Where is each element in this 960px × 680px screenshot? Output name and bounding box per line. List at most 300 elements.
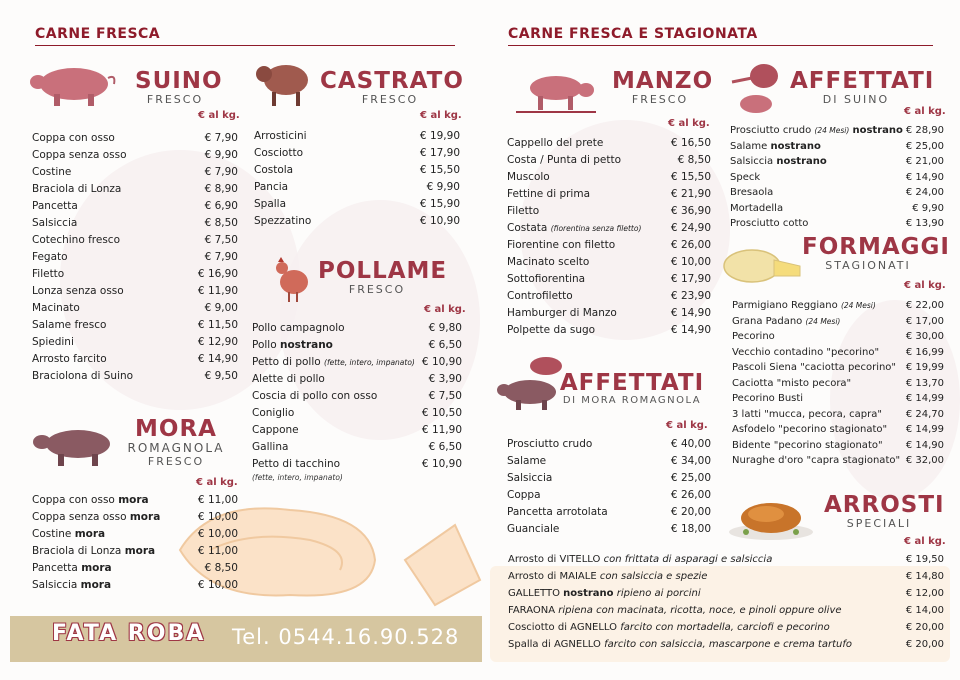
category-subtitle-2: FRESCO xyxy=(147,455,205,469)
item-price: € 14,90 xyxy=(670,307,711,319)
item-name xyxy=(732,298,876,314)
item-price: € 11,90 xyxy=(421,424,462,436)
category-subtitle: DI SUINO xyxy=(822,93,890,106)
menu-item xyxy=(252,371,462,388)
item-label: Coppa senza osso xyxy=(32,511,127,523)
menu-item xyxy=(252,337,462,354)
item-name xyxy=(32,351,107,368)
price-list-mora xyxy=(32,492,238,594)
menu-item xyxy=(732,376,944,392)
item-label: Prosciutto crudo xyxy=(730,125,812,136)
item-label: Prosciutto crudo xyxy=(507,438,593,450)
item-name xyxy=(254,162,293,179)
item-name xyxy=(730,139,821,155)
item-price: € 14,99 xyxy=(905,424,944,435)
item-price: € 19,50 xyxy=(905,554,944,565)
item-price: € 7,90 xyxy=(204,132,238,144)
item-price: € 25,00 xyxy=(905,140,944,152)
price-list-formaggi xyxy=(732,298,944,469)
item-label: Spezzatino xyxy=(254,215,312,227)
item-label: Braciola di Lonza xyxy=(32,183,122,195)
item-highlight: mora xyxy=(74,528,106,540)
item-name xyxy=(507,470,552,487)
item-price: € 9,90 xyxy=(426,181,460,193)
item-price: € 16,50 xyxy=(670,137,711,149)
item-price: € 14,00 xyxy=(905,605,944,616)
pig-icon xyxy=(26,60,118,110)
menu-item xyxy=(732,422,944,438)
menu-item xyxy=(254,162,460,179)
roast-chicken-icon xyxy=(726,492,816,542)
category-title: MORA xyxy=(135,416,217,442)
item-price: € 6,50 xyxy=(428,339,462,351)
item-price: € 10,00 xyxy=(670,256,711,268)
item-name xyxy=(252,337,333,354)
price-unit-label: € al kg. xyxy=(196,477,238,488)
menu-item xyxy=(507,521,711,538)
category-castrato xyxy=(320,68,464,106)
item-name xyxy=(507,288,573,305)
item-note: (fiorentina senza filetto) xyxy=(550,224,642,233)
item-label: Filetto xyxy=(507,205,540,217)
item-price: € 13,70 xyxy=(905,377,944,389)
item-label: Braciolona di Suino xyxy=(32,370,134,382)
price-list-affettati-suino xyxy=(730,123,944,232)
item-price: € 36,90 xyxy=(670,205,711,217)
item-price: € 10,00 xyxy=(197,579,238,591)
menu-item xyxy=(32,492,238,509)
menu-item xyxy=(508,585,944,602)
item-label: Polpette da sugo xyxy=(507,324,596,336)
category-mora xyxy=(122,418,230,469)
item-label: Sottofiorentina xyxy=(507,273,586,285)
category-title: SUINO xyxy=(135,68,223,94)
menu-item xyxy=(730,201,944,217)
item-name xyxy=(32,543,155,560)
item-label: Salsiccia xyxy=(730,156,774,167)
category-title: FORMAGGI xyxy=(802,234,950,260)
menu-item xyxy=(32,283,238,300)
menu-item xyxy=(254,179,460,196)
menu-item xyxy=(507,305,711,322)
item-note: farcito con salsiccia, mascarpone e crema tartufo xyxy=(604,639,852,650)
item-label: Costata xyxy=(507,222,548,234)
item-note: ripiena con macinata, ricotta, noce, e pinoli oppure olive xyxy=(558,605,842,616)
menu-item xyxy=(254,128,460,145)
item-price: € 19,90 xyxy=(419,130,460,142)
menu-item xyxy=(507,203,711,220)
item-name xyxy=(508,585,701,602)
item-price: € 11,50 xyxy=(197,319,238,331)
black-pig-icon xyxy=(28,424,120,468)
item-name xyxy=(732,376,851,392)
menu-item xyxy=(508,619,944,636)
item-label: Muscolo xyxy=(507,171,550,183)
menu-item xyxy=(508,636,944,653)
item-price: € 19,99 xyxy=(905,362,944,373)
item-price: € 11,00 xyxy=(197,494,238,506)
item-name xyxy=(508,636,852,653)
item-name xyxy=(507,436,592,453)
sheep-icon xyxy=(254,58,310,110)
price-list-manzo xyxy=(507,135,711,339)
item-label: Pancetta arrotolata xyxy=(507,506,608,518)
item-name xyxy=(507,220,641,237)
menu-item xyxy=(254,196,460,213)
item-label: Speck xyxy=(730,171,761,183)
item-label: Pollo xyxy=(252,339,277,351)
cow-icon xyxy=(516,68,596,118)
item-label: Petto di tacchino xyxy=(252,458,341,470)
category-pollame xyxy=(318,258,448,296)
menu-item xyxy=(32,198,238,215)
item-highlight: nostrano xyxy=(563,588,614,599)
item-price: € 17,90 xyxy=(670,273,711,285)
item-label: Costine xyxy=(32,166,72,178)
price-list-suino xyxy=(32,130,238,385)
item-label: Prosciutto cotto xyxy=(730,218,809,229)
item-price: € 25,00 xyxy=(670,472,711,484)
item-highlight: nostrano xyxy=(776,156,827,167)
item-label: Spalla di AGNELLO xyxy=(508,639,601,650)
item-label: Asfodelo "pecorino stagionato" xyxy=(732,424,888,435)
item-label: Salame fresco xyxy=(32,319,107,331)
item-price: € 10,50 xyxy=(421,407,462,419)
item-label: Coppa senza osso xyxy=(32,149,127,161)
item-price: € 15,50 xyxy=(419,164,460,176)
item-label: Pecorino Busti xyxy=(732,393,804,404)
category-title: MANZO xyxy=(612,68,714,94)
category-subtitle: FRESCO xyxy=(361,93,419,106)
category-subtitle: DI MORA ROMAGNOLA xyxy=(562,395,702,406)
item-note: (fette, intero, impanato) xyxy=(324,358,415,367)
item-price: € 11,00 xyxy=(197,545,238,557)
category-affettati-suino xyxy=(790,68,935,106)
category-subtitle: STAGIONATI xyxy=(825,259,911,272)
item-price: € 8,50 xyxy=(677,154,711,166)
item-price: € 6,50 xyxy=(428,441,462,453)
menu-item xyxy=(732,329,944,345)
item-label: Arrosto di MAIALE xyxy=(508,571,597,582)
item-price: € 28,90 xyxy=(905,125,944,136)
item-price: € 21,90 xyxy=(670,188,711,200)
item-name xyxy=(254,213,311,230)
item-price: € 22,00 xyxy=(905,300,944,311)
price-unit-label: € al kg. xyxy=(668,118,710,129)
menu-item xyxy=(32,300,238,317)
item-price: € 23,90 xyxy=(670,290,711,302)
item-name xyxy=(730,154,827,170)
item-price: € 24,90 xyxy=(670,222,711,234)
item-price: € 3,90 xyxy=(428,373,462,385)
item-highlight: mora xyxy=(81,562,112,574)
price-unit-label: € al kg. xyxy=(904,280,946,291)
brand-logo: FATA ROBA xyxy=(52,621,206,646)
item-name xyxy=(732,453,900,469)
item-price: € 17,00 xyxy=(905,315,944,327)
item-label: Coppa con osso xyxy=(32,132,115,144)
item-name xyxy=(507,487,541,504)
menu-item xyxy=(252,439,462,456)
item-price: € 15,50 xyxy=(670,171,711,183)
item-price: € 14,99 xyxy=(905,393,944,404)
item-name xyxy=(32,334,74,351)
item-name xyxy=(252,422,299,439)
menu-item xyxy=(32,368,238,385)
item-note: (24 Mesi) xyxy=(840,301,876,310)
item-note: con frittata di asparagi e salsiccia xyxy=(603,554,773,565)
item-note: (24 Mesi) xyxy=(805,316,841,326)
item-price: € 14,80 xyxy=(905,571,944,582)
item-label: Coniglio xyxy=(252,407,295,419)
price-unit-label: € al kg. xyxy=(904,536,946,547)
item-price: € 10,00 xyxy=(197,528,238,540)
menu-item xyxy=(252,320,462,337)
item-price: € 7,90 xyxy=(204,251,238,263)
menu-item xyxy=(507,470,711,487)
item-name xyxy=(507,237,615,254)
item-name xyxy=(507,135,603,152)
item-price: € 14,90 xyxy=(905,439,944,451)
menu-item xyxy=(32,560,238,577)
item-name xyxy=(730,216,808,232)
item-label: Braciola di Lonza xyxy=(32,545,122,557)
menu-item xyxy=(732,360,944,376)
item-name xyxy=(732,422,887,438)
item-label: Hamburger di Manzo xyxy=(507,307,617,319)
price-list-arrosti xyxy=(508,551,944,653)
item-price: € 6,90 xyxy=(204,200,238,212)
menu-item xyxy=(32,317,238,334)
item-price: € 18,00 xyxy=(670,523,711,535)
item-name xyxy=(507,521,559,538)
item-label: Salame xyxy=(507,455,547,467)
category-subtitle: FRESCO xyxy=(631,93,689,106)
menu-item xyxy=(252,388,462,405)
item-highlight: mora xyxy=(118,494,149,506)
item-price: € 10,00 xyxy=(197,511,238,523)
item-name xyxy=(508,568,707,585)
item-name xyxy=(254,196,286,213)
item-name xyxy=(507,169,550,186)
item-label: Coscia di pollo con osso xyxy=(252,390,378,402)
item-price: € 11,90 xyxy=(197,285,238,297)
item-label: Pascoli Siena "caciotta pecorino" xyxy=(732,362,897,373)
item-label: Costola xyxy=(254,164,294,176)
item-label: Cappello del prete xyxy=(507,137,604,149)
item-label: Pancetta xyxy=(32,562,78,574)
item-name xyxy=(732,314,840,330)
item-label: Macinato xyxy=(32,302,80,314)
item-name xyxy=(730,123,903,139)
category-formaggi xyxy=(802,234,950,272)
price-unit-label: € al kg. xyxy=(904,106,946,117)
item-highlight: nostrano xyxy=(852,125,903,136)
item-label: Mortadella xyxy=(730,202,784,214)
item-label: Macinato scelto xyxy=(507,256,590,268)
item-label: Fiorentine con filetto xyxy=(507,239,616,251)
category-title: ARROSTI xyxy=(824,492,945,518)
item-price: € 26,00 xyxy=(670,489,711,501)
item-label: Spalla xyxy=(254,198,287,210)
item-name xyxy=(732,345,879,361)
item-name xyxy=(254,128,307,145)
item-label: Arrosticini xyxy=(254,130,307,142)
item-price: € 7,50 xyxy=(204,234,238,246)
menu-item xyxy=(254,145,460,162)
item-price: € 14,90 xyxy=(197,353,238,365)
item-price: € 20,00 xyxy=(905,639,944,650)
item-name xyxy=(508,551,772,568)
menu-item xyxy=(732,314,944,330)
price-unit-label: € al kg. xyxy=(666,420,708,431)
menu-item xyxy=(252,456,462,473)
item-label: Petto di pollo xyxy=(252,356,321,368)
item-label: Lonza senza osso xyxy=(32,285,124,297)
telephone[interactable]: Tel. 0544.16.90.528 xyxy=(232,625,460,649)
category-title: CASTRATO xyxy=(320,68,464,94)
item-name xyxy=(507,254,589,271)
menu-item xyxy=(32,164,238,181)
menu-item xyxy=(32,351,238,368)
item-label: Coppa con osso xyxy=(32,494,115,506)
item-price: € 8,50 xyxy=(204,562,238,574)
menu-item xyxy=(732,345,944,361)
item-price: € 26,00 xyxy=(670,239,711,251)
item-price: € 17,90 xyxy=(419,147,460,159)
item-label: Costa / Punta di petto xyxy=(507,154,622,166)
item-name xyxy=(507,271,585,288)
item-name xyxy=(507,305,617,322)
item-name xyxy=(732,438,883,454)
item-price: € 12,00 xyxy=(905,588,944,599)
chicken-icon xyxy=(272,256,312,304)
category-suino xyxy=(135,68,223,106)
menu-item xyxy=(507,487,711,504)
item-note: (24 Mesi) xyxy=(814,126,850,135)
item-label: Cappone xyxy=(252,424,299,436)
item-name xyxy=(32,300,80,317)
menu-item xyxy=(252,354,462,371)
item-label: Grana Padano xyxy=(732,315,803,327)
item-price: € 34,00 xyxy=(670,455,711,467)
item-price: € 13,90 xyxy=(905,218,944,229)
menu-item xyxy=(732,438,944,454)
item-name xyxy=(507,322,595,339)
price-unit-label: € al kg. xyxy=(420,110,462,121)
menu-item xyxy=(508,602,944,619)
menu-item xyxy=(252,422,462,439)
price-list-pollame xyxy=(252,320,462,473)
item-label: Arrosto di VITELLO xyxy=(508,554,601,565)
item-name xyxy=(32,130,115,147)
menu-item xyxy=(32,181,238,198)
item-name xyxy=(32,215,77,232)
menu-item xyxy=(32,232,238,249)
item-price: € 9,50 xyxy=(204,370,238,382)
menu-item xyxy=(730,170,944,186)
item-price: € 20,00 xyxy=(905,622,944,633)
menu-item xyxy=(507,237,711,254)
item-label: Bidente "pecorino stagionato" xyxy=(732,439,883,451)
category-subtitle: SPECIALI xyxy=(846,517,912,530)
item-price: € 7,90 xyxy=(204,166,238,178)
item-label: Salsiccia xyxy=(507,472,553,484)
menu-item xyxy=(252,405,462,422)
item-label: Gallina xyxy=(252,441,289,453)
item-name xyxy=(32,283,124,300)
item-label: Spiedini xyxy=(32,336,74,348)
menu-item xyxy=(507,436,711,453)
item-name xyxy=(730,170,760,186)
item-name xyxy=(32,249,68,266)
menu-item xyxy=(507,169,711,186)
item-name xyxy=(730,185,773,201)
ham-icon xyxy=(728,62,784,118)
item-highlight: mora xyxy=(80,579,112,591)
item-name xyxy=(732,391,803,407)
item-price: € 9,80 xyxy=(428,322,462,334)
menu-item xyxy=(32,215,238,232)
menu-item xyxy=(32,543,238,560)
item-price: € 8,50 xyxy=(204,217,238,229)
menu-item xyxy=(732,407,944,423)
item-label: Caciotta "misto pecora" xyxy=(732,377,852,389)
item-name xyxy=(732,360,896,376)
menu-item xyxy=(732,391,944,407)
item-name xyxy=(32,317,106,334)
item-name xyxy=(507,504,608,521)
item-name xyxy=(32,181,121,198)
menu-item xyxy=(507,504,711,521)
menu-item xyxy=(32,509,238,526)
menu-item xyxy=(32,334,238,351)
item-label: Filetto xyxy=(32,268,65,280)
menu-item xyxy=(507,186,711,203)
item-price: € 10,90 xyxy=(421,458,462,470)
item-label: Vecchio contadino "pecorino" xyxy=(732,346,880,358)
item-price: € 24,00 xyxy=(905,187,944,198)
menu-item xyxy=(730,216,944,232)
item-note: ripieno ai porcini xyxy=(616,588,701,599)
item-name xyxy=(252,388,377,405)
menu-item xyxy=(507,322,711,339)
item-label: Cosciotto di AGNELLO xyxy=(508,622,618,633)
category-affettati-mora xyxy=(558,372,706,407)
menu-item xyxy=(730,139,944,155)
item-name xyxy=(32,526,105,543)
item-name xyxy=(508,602,842,619)
item-label: Salsiccia xyxy=(32,579,78,591)
price-list-castrato xyxy=(254,128,460,230)
menu-item xyxy=(32,249,238,266)
item-name xyxy=(507,203,539,220)
item-name xyxy=(32,492,149,509)
item-name xyxy=(32,232,120,249)
item-name xyxy=(732,329,775,345)
item-label: Bresaola xyxy=(730,187,774,198)
category-arrosti xyxy=(824,492,945,530)
category-subtitle: FRESCO xyxy=(348,283,406,296)
item-price: € 10,90 xyxy=(421,356,462,368)
item-name xyxy=(252,456,340,473)
item-name xyxy=(252,320,345,337)
menu-item xyxy=(507,453,711,470)
category-title: POLLAME xyxy=(318,258,448,284)
menu-item xyxy=(32,147,238,164)
item-highlight: mora xyxy=(129,511,161,523)
item-note: farcito con mortadella, carciofi e pecorino xyxy=(620,622,830,633)
